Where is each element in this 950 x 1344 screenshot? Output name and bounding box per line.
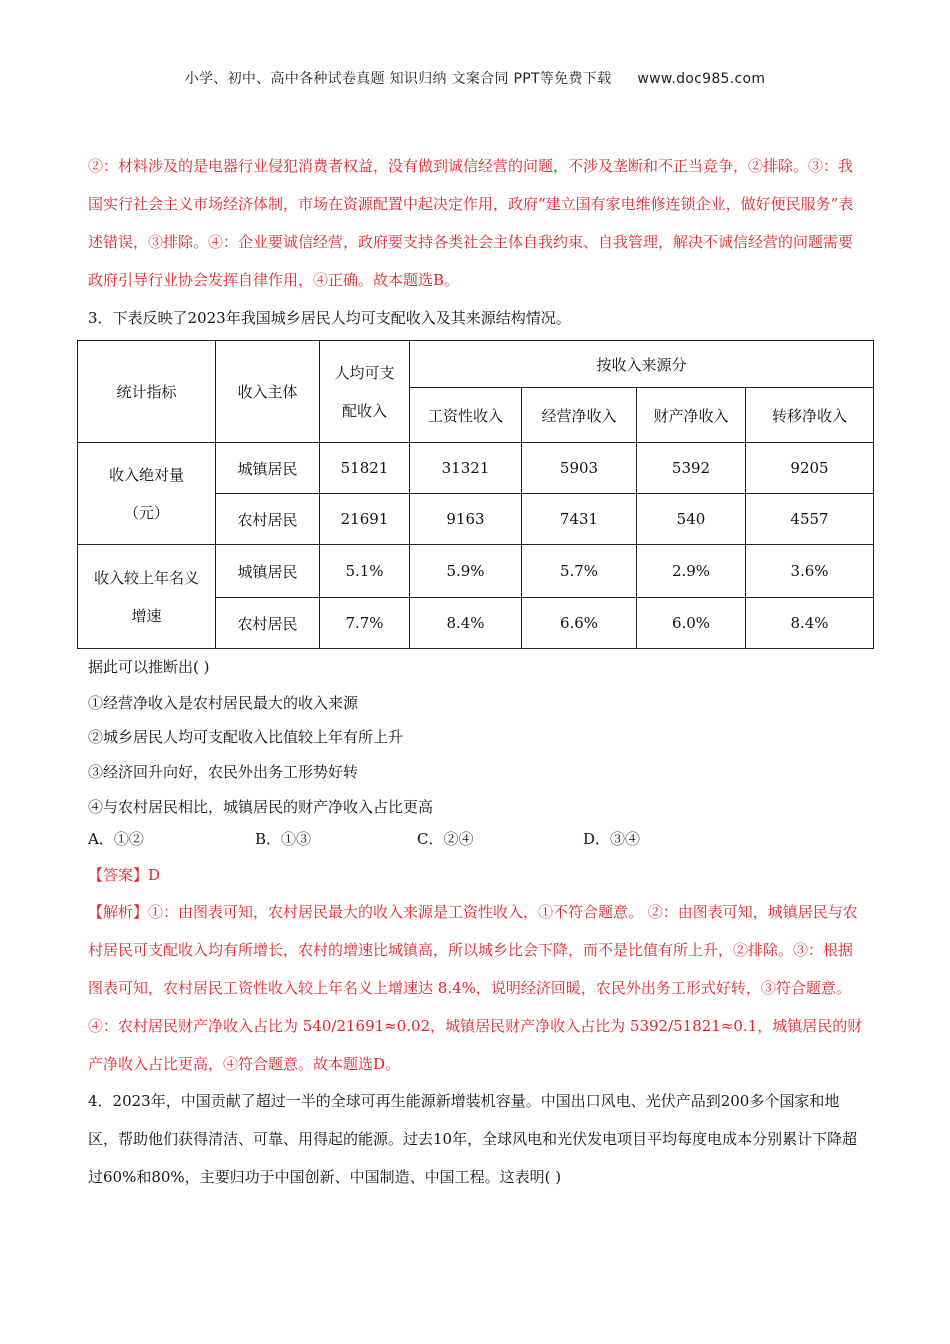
- option-a[interactable]: A．①②: [88, 830, 144, 848]
- header-property: 财产净收入: [637, 388, 746, 443]
- question-3-stem: 3．下表反映了2023年我国城乡居民人均可支配收入及其来源结构情况。: [88, 309, 571, 327]
- table-cell: 31321: [410, 443, 522, 494]
- table-cell: 21691: [320, 494, 410, 545]
- table-row: [78, 545, 874, 598]
- table-cell: 51821: [320, 443, 410, 494]
- group-absolute-line2: （元）: [123, 503, 169, 522]
- table-cell: 5392: [637, 443, 746, 494]
- subject-urban: 城镇居民: [216, 443, 320, 494]
- table-cell: 6.6%: [522, 598, 637, 649]
- statement-1: ①经营净收入是农村居民最大的收入来源: [88, 694, 359, 712]
- subject-urban: 城镇居民: [216, 545, 320, 598]
- subject-rural: 农村居民: [216, 598, 320, 649]
- table-cell: 3.6%: [746, 545, 874, 598]
- header-disposable-line1: 人均可支: [334, 363, 395, 382]
- statement-4: ④与农村居民相比，城镇居民的财产净收入占比更高: [88, 798, 434, 816]
- answer-options: [88, 828, 788, 852]
- table-cell: 540: [637, 494, 746, 545]
- table-cell: 4557: [746, 494, 874, 545]
- subject-rural: 农村居民: [216, 494, 320, 545]
- group-growth-line2: 增速: [131, 606, 162, 625]
- table-row: [78, 443, 874, 494]
- previous-analysis: ②：材料涉及的是电器行业侵犯消费者权益，没有做到诚信经营的问题，不涉及垄断和不正当竞争，②排除。③：我国实行社会主义市场经济体制，市场在资源配置中起决定作用，政府“建立国有家电维修连锁企业，做好便民服务”表述错误，③排除。④：企业要诚信经营，政府要支持各类社会主体自我约束、自我管理，解决不诚信经营的问题需要政府引导行业协会发挥自律作用，④正确。故本题选B。: [88, 157, 854, 289]
- table-cell: 6.0%: [637, 598, 746, 649]
- table-cell: 9205: [746, 443, 874, 494]
- header-indicator: 统计指标: [78, 341, 216, 443]
- header-text: 小学、初中、高中各种试卷真题 知识归纳 文案合同 PPT等免费下载: [184, 71, 612, 87]
- header-url[interactable]: www.doc985.com: [637, 71, 766, 87]
- table-cell: 5903: [522, 443, 637, 494]
- question-4-stem: 4．2023年，中国贡献了超过一半的全球可再生能源新增装机容量。中国出口风电、光伏产品到200多个国家和地区，帮助他们获得清洁、可靠、用得起的能源。过去10年，全球风电和光伏发电项目平均每度电成本分别累计下降超过60%和80%，主要归功于中国创新、中国制造、中国工程。这表明( ): [88, 1092, 858, 1186]
- group-growth: [78, 545, 216, 649]
- question-3-analysis: 【解析】①：由图表可知，农村居民最大的收入来源是工资性收入，①不符合题意。 ②：由图表可知，城镇居民与农村居民可支配收入均有所增长，农村的增速比城镇高，所以城乡比会下降，而不是比值有所上升，②排除。③：根据图表可知，农村居民工资性收入较上年名义上增速达 8.4%，说明经济回暖，农民外出务工形式好转，③符合题意。④：农村居民财产净收入占比为 540/21691≈0.02，城镇居民财产净收入占比为 5392/51821≈0.1，城镇居民的财产净收入占比更高，④符合题意。故本题选D。: [88, 903, 863, 1073]
- question-3-answer: 【答案】D: [88, 866, 161, 884]
- header-wage: 工资性收入: [410, 388, 522, 443]
- header-disposable-line2: 配收入: [341, 401, 387, 420]
- group-absolute: [78, 443, 216, 545]
- option-d[interactable]: D．③④: [583, 830, 641, 848]
- group-absolute-line1: 收入绝对量: [108, 465, 184, 484]
- table-cell: 5.9%: [410, 545, 522, 598]
- table-cell: 5.1%: [320, 545, 410, 598]
- group-growth-line1: 收入较上年名义: [93, 568, 199, 587]
- income-table: [77, 340, 874, 649]
- header-disposable: [320, 341, 410, 443]
- option-c[interactable]: C．②④: [417, 830, 474, 848]
- page-header: [0, 68, 950, 88]
- header-transfer: 转移净收入: [746, 388, 874, 443]
- table-cell: 7431: [522, 494, 637, 545]
- table-cell: 8.4%: [410, 598, 522, 649]
- table-cell: 5.7%: [522, 545, 637, 598]
- statement-3: ③经济回升向好，农民外出务工形势好转: [88, 763, 359, 781]
- table-cell: 8.4%: [746, 598, 874, 649]
- header-sources: 按收入来源分: [410, 341, 874, 388]
- question-3-prompt: 据此可以推断出( ): [88, 658, 210, 676]
- header-business: 经营净收入: [522, 388, 637, 443]
- option-b[interactable]: B．①③: [255, 830, 312, 848]
- table-cell: 9163: [410, 494, 522, 545]
- statement-2: ②城乡居民人均可支配收入比值较上年有所上升: [88, 728, 404, 746]
- table-cell: 2.9%: [637, 545, 746, 598]
- table-cell: 7.7%: [320, 598, 410, 649]
- header-subject: 收入主体: [216, 341, 320, 443]
